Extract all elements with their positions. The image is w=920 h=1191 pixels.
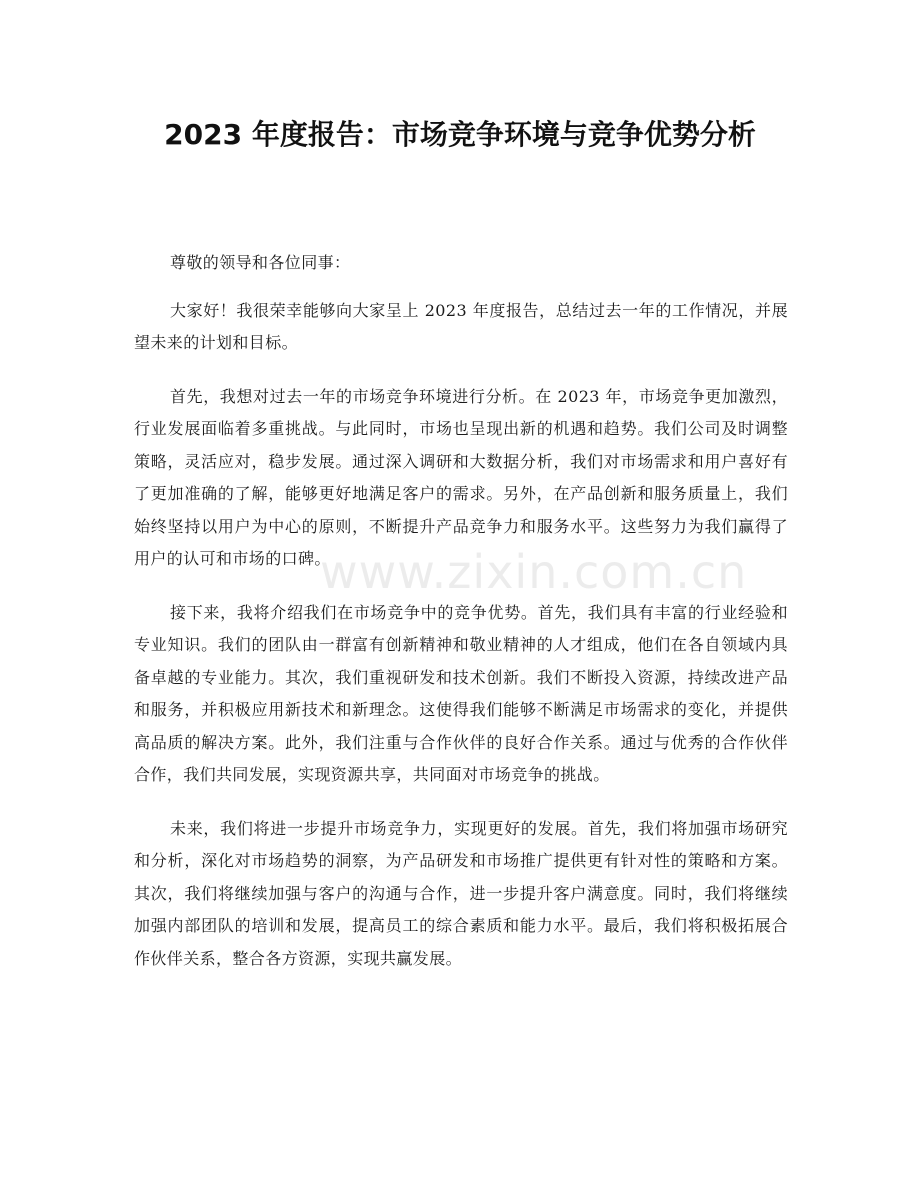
paragraph-market-environment: 首先，我想对过去一年的市场竞争环境进行分析。在 2023 年，市场竞争更加激烈，行业发展面临着多重挑战。与此同时，市场也呈现出新的机遇和趋势。我们公司及时调整策略，灵活应对，稳步发展。通过深入调研和大数据分析，我们对市场需求和用户喜好有了更加准确的了解，能够更好地满足客户的需求。另外，在产品创新和服务质量上，我们始终坚持以用户为中心的原则，不断提升产品竞争力和服务水平。这些努力为我们赢得了用户的认可和市场的口碑。 (134, 386, 788, 568)
document-title: 2023 年度报告：市场竞争环境与竞争优势分析 (164, 118, 756, 151)
paragraph-future-plan: 未来，我们将进一步提升市场竞争力，实现更好的发展。首先，我们将加强市场研究和分析，深化对市场趋势的洞察，为产品研发和市场推广提供更有针对性的策略和方案。其次，我们将继续加强与客户的沟通与合作，进一步提升客户满意度。同时，我们将继续加强内部团队的培训和发展，提高员工的综合素质和能力水平。最后，我们将积极拓展合作伙伴关系，整合各方资源，实现共赢发展。 (134, 818, 788, 968)
greeting: 尊敬的领导和各位同事： (170, 253, 351, 272)
paragraph-intro: 大家好！我很荣幸能够向大家呈上 2023 年度报告，总结过去一年的工作情况，并展望未来的计划和目标。 (134, 300, 788, 352)
document-body (134, 247, 788, 996)
watermark: www.zixin.com.cn (320, 545, 748, 599)
paragraph-competitive-advantage: 接下来，我将介绍我们在市场竞争中的竞争优势。首先，我们具有丰富的行业经验和专业知识。我们的团队由一群富有创新精神和敬业精神的人才组成，他们在各自领域内具备卓越的专业能力。其次，我们重视研发和技术创新。我们不断投入资源，持续改进产品和服务，并积极应用新技术和新理念。这使得我们能够不断满足市场需求的变化，并提供高品质的解决方案。此外，我们注重与合作伙伴的良好合作关系。通过与优秀的合作伙伴合作，我们共同发展，实现资源共享，共同面对市场竞争的挑战。 (134, 602, 788, 784)
